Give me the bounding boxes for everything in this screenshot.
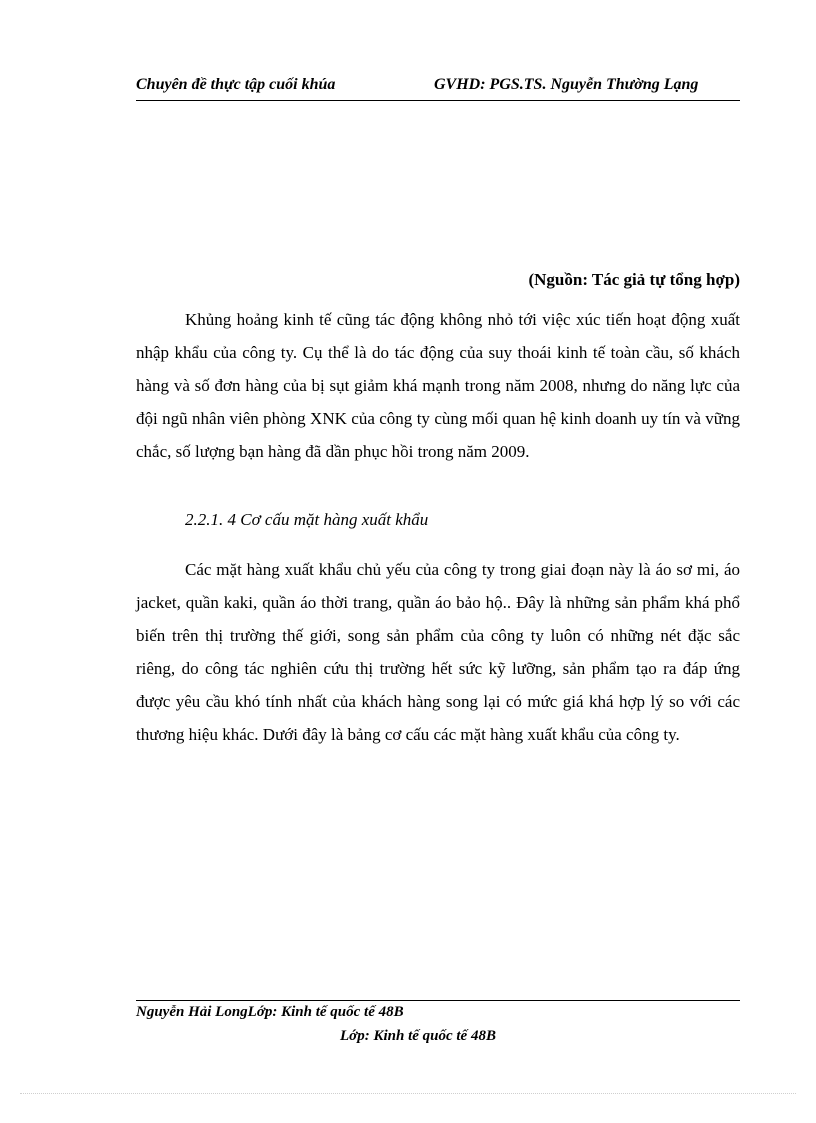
source-note: (Nguồn: Tác giả tự tổng hợp)	[528, 270, 740, 289]
header-title: Chuyên đề thực tập cuối khúa	[136, 76, 336, 93]
page-footer	[136, 1000, 740, 1044]
page-header	[136, 72, 740, 101]
page-bottom-divider	[20, 1093, 796, 1094]
footer-class: Lớp: Kinh tế quốc tế 48B	[340, 1028, 496, 1044]
section-heading: 2.2.1. 4 Cơ cấu mặt hàng xuất khẩu	[185, 510, 429, 529]
paragraph-export-products: Các mặt hàng xuất khẩu chủ yếu của công ty trong giai đoạn này là áo sơ mi, áo jacket, quần kaki, quần áo thời trang, quần áo bảo hộ.. Đây là những sản phẩm khá phổ biến trên thị trường thế giới, song sản phẩm của công ty luôn có những nét đặc sắc riêng, do công tác nghiên cứu thị trường hết sức kỹ lưỡng, sản phẩm tạo ra đáp ứng được yêu cầu khó tính nhất của khách hàng song lại có mức giá khá hợp lý so với các thương hiệu khác. Dưới đây là bảng cơ cấu các mặt hàng xuất khẩu của công ty.	[136, 560, 740, 744]
footer-author: Nguyễn Hải LongLớp: Kinh tế quốc tế 48B	[136, 1004, 404, 1020]
header-advisor: GVHD: PGS.TS. Nguyễn Thường Lạng	[434, 76, 699, 93]
paragraph-economic-crisis: Khủng hoảng kinh tế cũng tác động không nhỏ tới việc xúc tiến hoạt động xuất nhập khẩu của công ty. Cụ thể là do tác động của suy thoái kinh tế toàn cầu, số khách hàng và số đơn hàng của bị sụt giảm khá mạnh trong năm 2008, nhưng do năng lực của đội ngũ nhân viên phòng XNK của công ty cùng mối quan hệ kinh doanh uy tín và vững chắc, số lượng bạn hàng đã dần phục hồi trong năm 2009.	[136, 310, 740, 461]
